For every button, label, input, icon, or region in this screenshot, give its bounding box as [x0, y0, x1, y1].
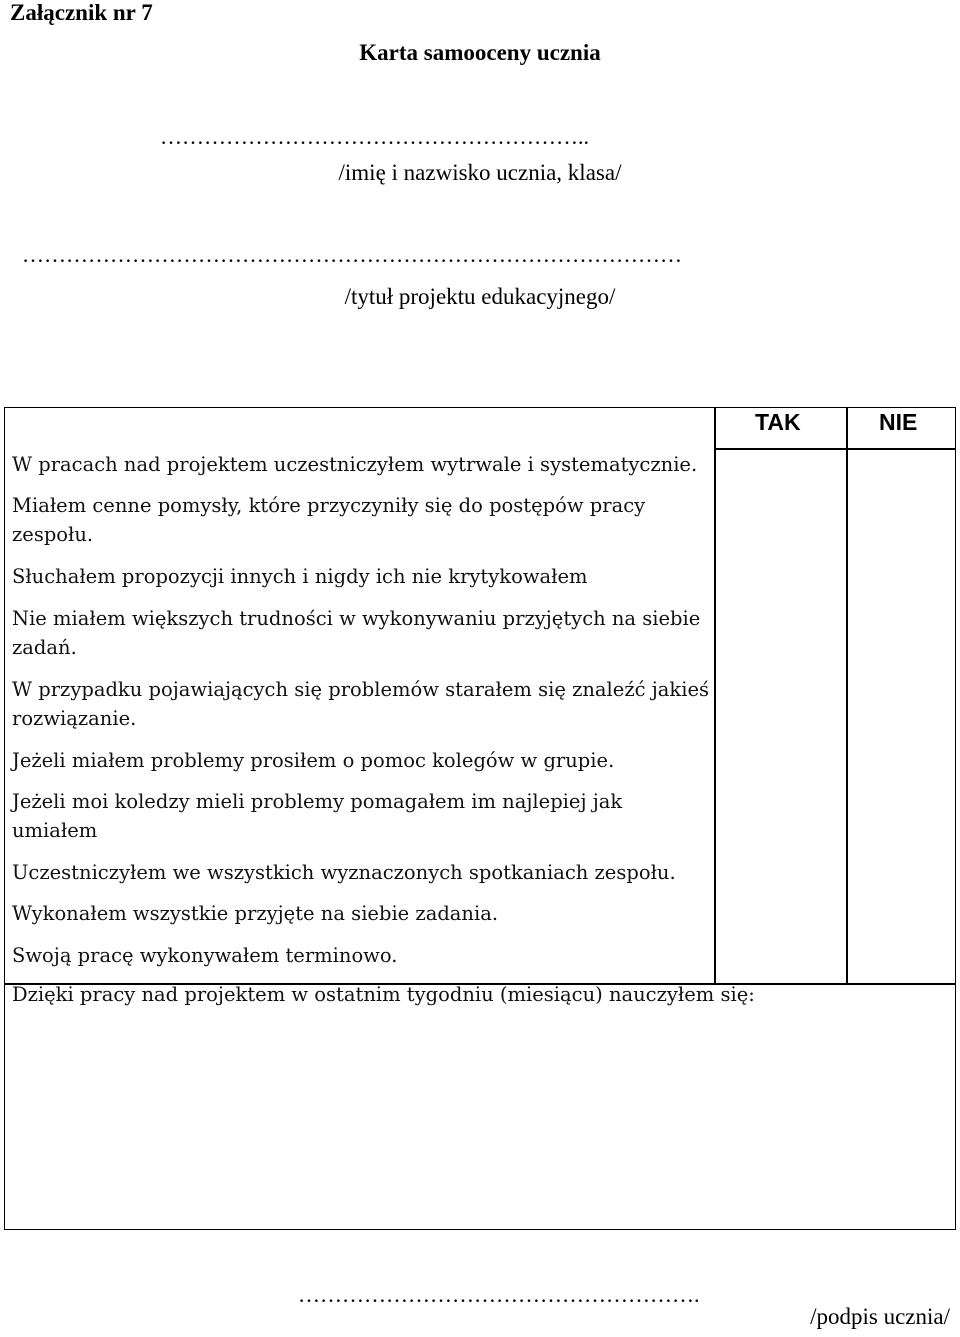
- signature-caption: /podpis ucznia/: [810, 1304, 950, 1329]
- column-header-yes: TAK: [755, 409, 801, 435]
- statement-row: Wykonałem wszystkie przyjęte na siebie zadania.: [12, 902, 499, 925]
- statement-row: W przypadku pojawiających się problemów starałem się znaleźć jakieś rozwiązanie.: [12, 678, 709, 730]
- project-title-caption: /tytuł projektu edukacyjnego/: [344, 284, 616, 309]
- table-divider-text-yes: [714, 407, 716, 983]
- signature-dotted-line: ……………………………………………….: [298, 1282, 700, 1307]
- statement-row: Uczestniczyłem we wszystkich wyznaczonych spotkaniach zespołu.: [12, 861, 676, 884]
- student-name-dotted-line: …………………………………………………..: [160, 124, 589, 149]
- statement-row: Nie miałem większych trudności w wykonywaniu przyjętych na siebie zadań.: [12, 607, 701, 659]
- learning-question: Dzięki pracy nad projektem w ostatnim tygodniu (miesiącu) nauczyłem się:: [12, 983, 755, 1006]
- project-title-dotted-line: ………………………………………………………………………………: [22, 242, 682, 267]
- statement-row: Miałem cenne pomysły, które przyczyniły się do postępów pracy zespołu.: [12, 494, 646, 546]
- table-header-line: [714, 448, 956, 450]
- page-title: Karta samooceny ucznia: [359, 40, 601, 65]
- statement-row: W pracach nad projektem uczestniczyłem wytrwale i systematycznie.: [12, 453, 698, 476]
- table-divider-yes-no: [846, 407, 848, 983]
- student-name-caption: /imię i nazwisko ucznia, klasa/: [338, 160, 622, 185]
- statement-row: Jeżeli moi koledzy mieli problemy pomagałem im najlepiej jak umiałem: [12, 790, 623, 842]
- statement-row: Swoją pracę wykonywałem terminowo.: [12, 944, 398, 967]
- column-header-no: NIE: [879, 409, 918, 435]
- statement-row: Jeżeli miałem problemy prosiłem o pomoc kolegów w grupie.: [12, 749, 615, 772]
- statement-row: Słuchałem propozycji innych i nigdy ich nie krytykowałem: [12, 565, 588, 588]
- annex-label: Załącznik nr 7: [10, 0, 153, 25]
